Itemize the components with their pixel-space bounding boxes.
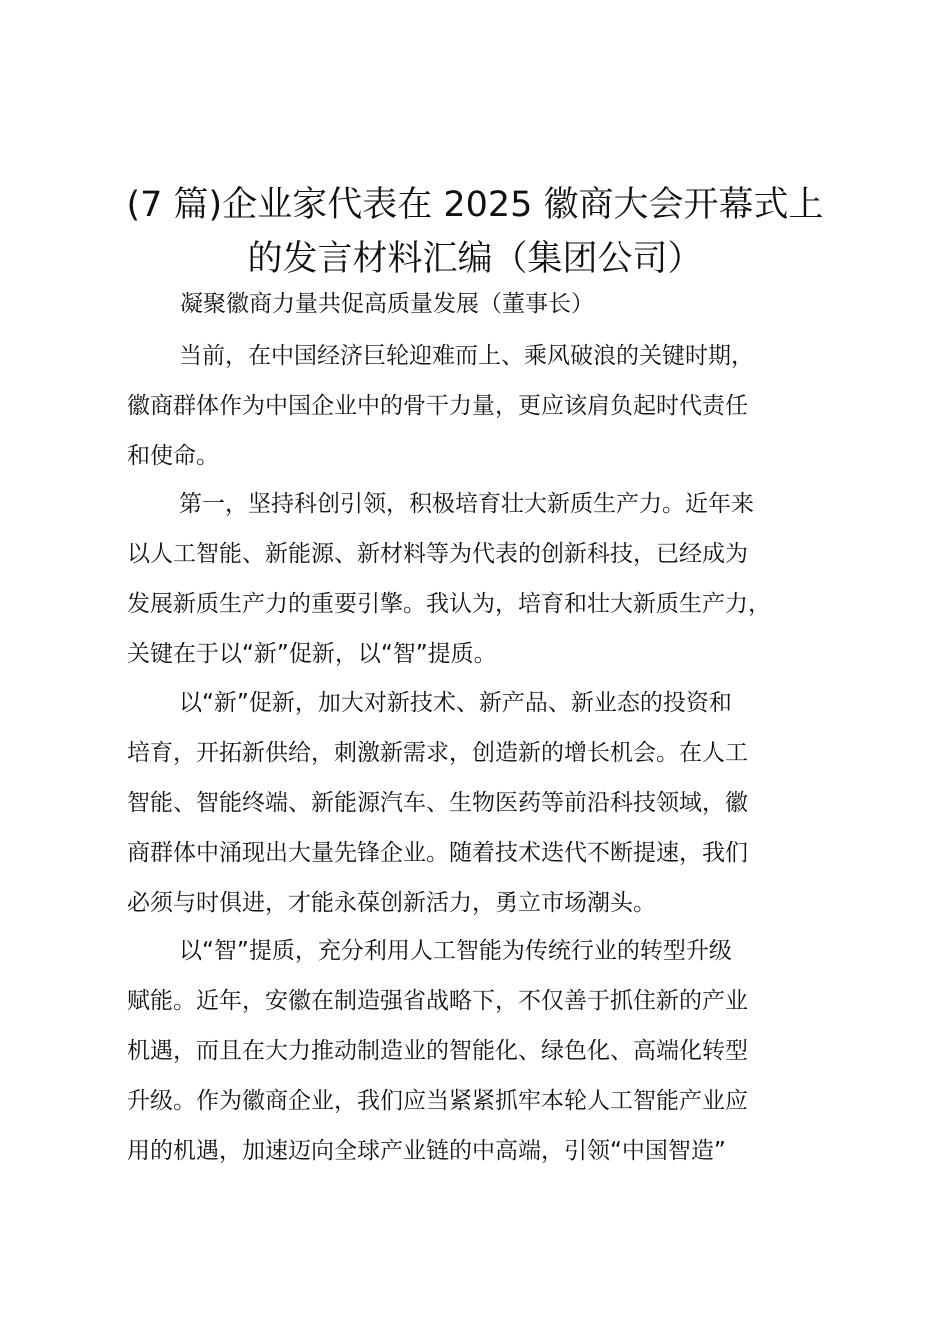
paragraph: [127, 926, 847, 1176]
paragraph: [127, 331, 847, 481]
text-line: 徽商群体作为中国企业中的骨干力量，更应该肩负起时代责任: [127, 393, 748, 419]
title-line: 的发言材料汇编（集团公司）: [247, 239, 703, 279]
text-line: 第一，坚持科创引领，积极培育壮大新质生产力。近年来: [179, 491, 754, 517]
text-line: 机遇，而且在大力推动制造业的智能化、绿色化、高端化转型: [127, 1038, 748, 1064]
text-line: 以“智”提质，充分利用人工智能为传统行业的转型升级: [179, 938, 732, 964]
text-line: 商群体中涌现出大量先锋企业。随着技术迭代不断提速，我们: [127, 840, 748, 866]
document-title: [100, 178, 850, 286]
paragraph: [127, 479, 847, 679]
title-line: (7 篇)企业家代表在 2025 徽商大会开幕式上: [126, 185, 824, 225]
text-line: 必须与时俱进，才能永葆创新活力，勇立市场潮头。: [127, 890, 656, 916]
text-line: 以“新”促新，加大对新技术、新产品、新业态的投资和: [179, 690, 732, 716]
text-line: 当前，在中国经济巨轮迎难而上、乘风破浪的关键时期，: [179, 343, 754, 369]
text-line: 培育，开拓新供给，刺激新需求，创造新的增长机会。在人工: [127, 740, 748, 766]
text-line: 用的机遇，加速迈向全球产业链的中高端，引领“中国智造”: [127, 1138, 726, 1164]
text-line: 以人工智能、新能源、新材料等为代表的创新科技，已经成为: [127, 541, 748, 567]
text-line: 和使命。: [127, 443, 219, 469]
text-line: 赋能。近年，安徽在制造强省战略下，不仅善于抓住新的产业: [127, 988, 748, 1014]
document-subtitle: 凝聚徽商力量共促高质量发展（董事长）: [180, 291, 594, 317]
text-line: 升级。作为徽商企业，我们应当紧紧抓牢本轮人工智能产业应: [127, 1088, 748, 1114]
paragraph: [127, 678, 847, 928]
text-line: 发展新质生产力的重要引擎。我认为，培育和壮大新质生产力，: [127, 591, 771, 617]
text-line: 关键在于以“新”促新，以“智”提质。: [127, 641, 497, 667]
text-line: 智能、智能终端、新能源汽车、生物医药等前沿科技领域，徽: [127, 790, 748, 816]
